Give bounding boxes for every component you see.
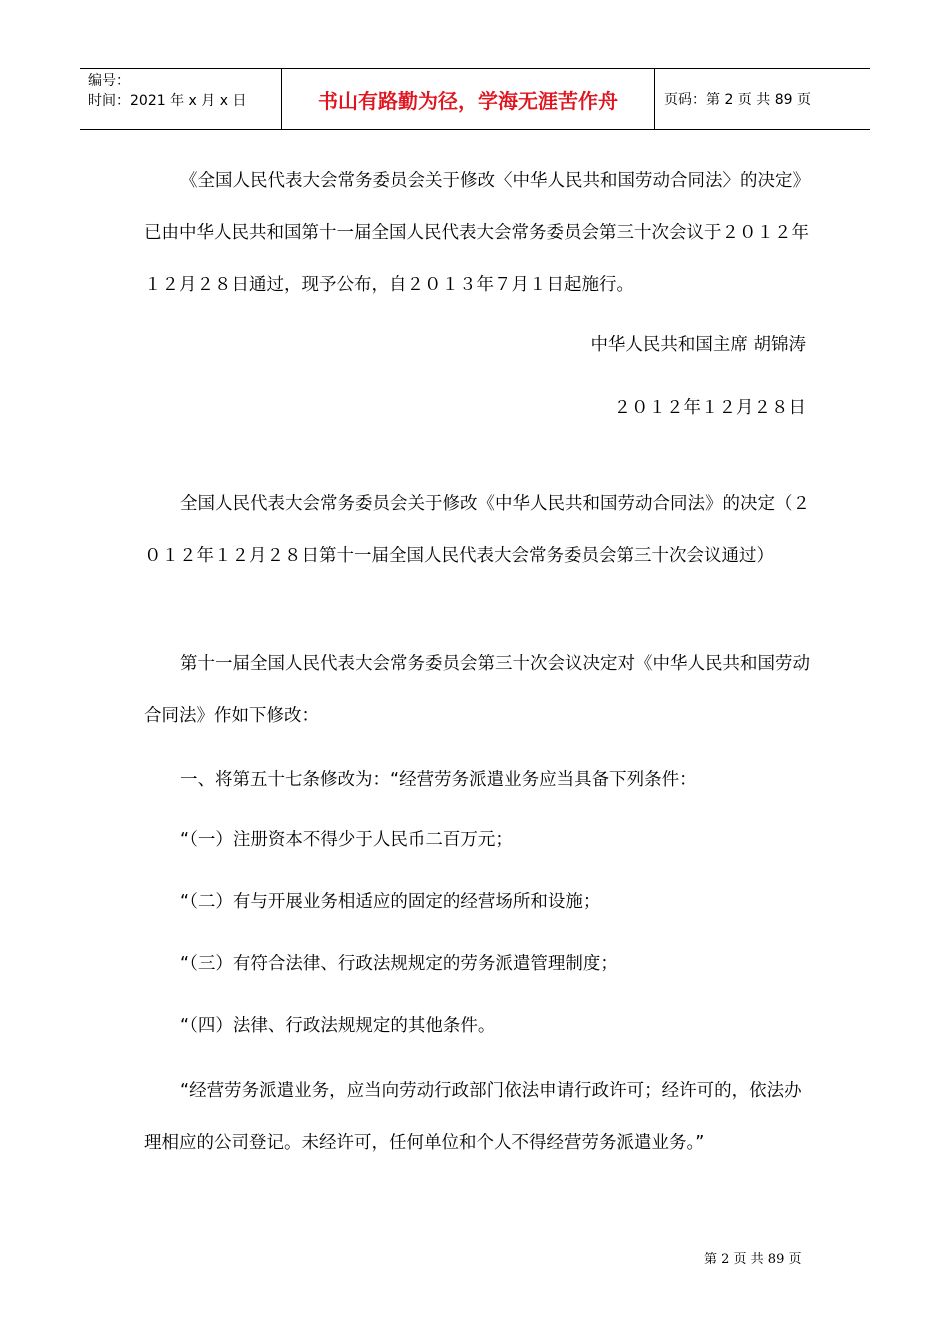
document-number: 编号： (88, 73, 130, 89)
list-item-condition-2: “（二）有与开展业务相适应的固定的经营场所和设施； (180, 892, 601, 912)
paragraph-decision-title: 全国人民代表大会常务委员会关于修改《中华人民共和国劳动合同法》的决定（２０１２年１２月２８日第十一届全国人民代表大会常务委员会第三十次会议通过） (144, 494, 810, 566)
header-meta (80, 69, 282, 129)
signature-date: ２０１２年１２月２８日 (613, 398, 806, 418)
document-time: 时间：2021 年 x 月 x 日 (88, 93, 247, 109)
document-header (80, 68, 870, 130)
header-page-number: 页码：第 2 页 共 89 页 (664, 92, 811, 108)
footer-page-number: 第 2 页 共 89 页 (704, 1252, 802, 1267)
paragraph-license-requirement: “经营劳务派遣业务，应当向劳动行政部门依法申请行政许可；经许可的，依法办理相应的公司登记。未经许可，任何单位和个人不得经营劳务派遣业务。” (144, 1081, 802, 1153)
list-item-condition-1: “（一）注册资本不得少于人民币二百万元； (180, 830, 513, 850)
paragraph-article-57: 一、将第五十七条修改为：“经营劳务派遣业务应当具备下列条件： (180, 770, 697, 790)
header-motto: 书山有路勤为径，学海无涯苦作舟 (282, 69, 655, 129)
list-item-condition-4: “（四）法律、行政法规规定的其他条件。 (180, 1016, 496, 1036)
list-item-condition-3: “（三）有符合法律、行政法规规定的劳务派遣管理制度； (180, 954, 618, 974)
paragraph-announcement: 《全国人民代表大会常务委员会关于修改〈中华人民共和国劳动合同法〉的决定》已由中华人民共和国第十一届全国人民代表大会常务委员会第三十次会议于２０１２年１２月２８日通过，现予公布，自２０１３年７月１日起施行。 (144, 171, 810, 295)
signature: 中华人民共和国主席 胡锦涛 (590, 335, 806, 355)
paragraph-decision-intro: 第十一届全国人民代表大会常务委员会第三十次会议决定对《中华人民共和国劳动合同法》作如下修改： (144, 654, 810, 726)
